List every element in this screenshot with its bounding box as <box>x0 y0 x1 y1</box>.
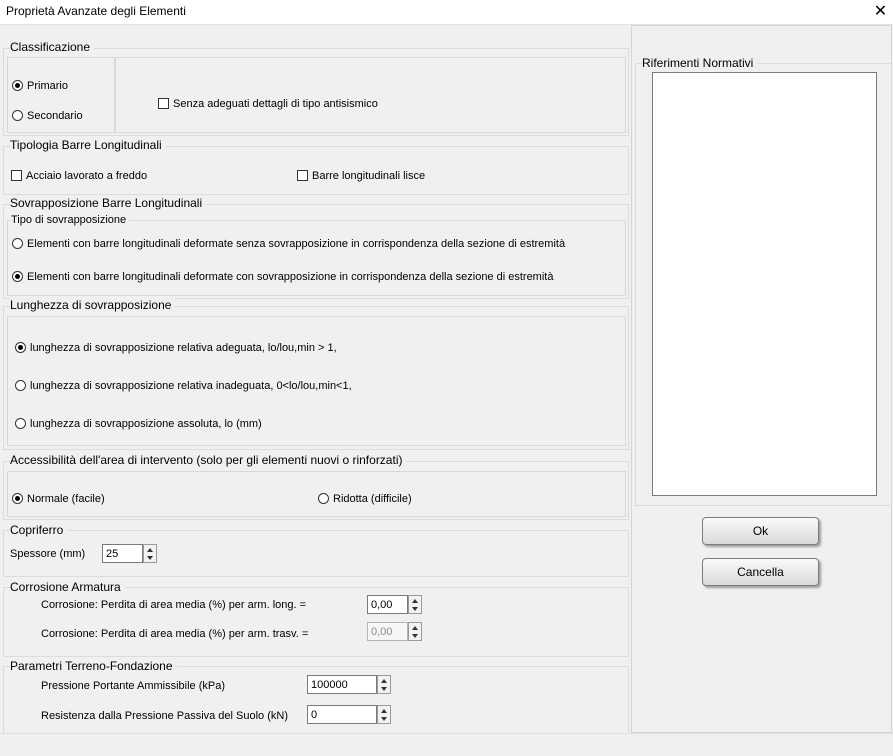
normale-label[interactable]: Normale (facile) <box>27 493 105 505</box>
corrosione-trasv-stepper[interactable] <box>367 622 422 641</box>
acciaio-label[interactable]: Acciaio lavorato a freddo <box>26 170 148 182</box>
spin-up-icon[interactable] <box>381 709 387 713</box>
spin-down-icon[interactable] <box>412 607 418 611</box>
ridotta-label[interactable]: Ridotta (difficile) <box>333 493 412 505</box>
antisismico-label[interactable]: Senza adeguati dettagli di tipo antisismico <box>173 98 378 110</box>
spin-up-icon[interactable] <box>412 599 418 603</box>
corrosione-trasv-spin-button[interactable] <box>408 622 422 641</box>
spin-down-icon[interactable] <box>381 687 387 691</box>
spessore-label: Spessore (mm) <box>10 548 86 560</box>
corrosione-long-input[interactable] <box>367 595 408 614</box>
pressione-label: Pressione Portante Ammissibile (kPa) <box>41 680 226 692</box>
tipologia-legend: Tipologia Barre Longitudinali <box>10 138 166 152</box>
primario-label[interactable]: Primario <box>27 80 68 92</box>
lunghezza-inadeguata-radio[interactable] <box>15 380 26 391</box>
riferimenti-legend: Riferimenti Normativi <box>642 56 757 70</box>
cancel-button[interactable]: Cancella <box>702 558 819 586</box>
sovrapposizione-con-label[interactable]: Elementi con barre longitudinali deformate con sovrapposizione in corrispondenza della sezione di estremità <box>27 271 554 283</box>
acciaio-checkbox[interactable] <box>11 170 22 181</box>
primario-radio[interactable] <box>12 80 23 91</box>
lisce-checkbox[interactable] <box>297 170 308 181</box>
spessore-spin-button[interactable] <box>143 544 157 563</box>
status-bar <box>0 733 893 756</box>
spin-down-icon[interactable] <box>381 717 387 721</box>
pressione-spin-button[interactable] <box>377 675 391 694</box>
pressione-stepper[interactable] <box>307 675 391 694</box>
spin-up-icon[interactable] <box>147 548 153 552</box>
corrosione-trasv-label: Corrosione: Perdita di area media (%) per arm. trasv. = <box>41 628 309 640</box>
corrosione-long-stepper[interactable] <box>367 595 422 614</box>
corrosione-legend: Corrosione Armatura <box>10 580 125 594</box>
spin-up-icon[interactable] <box>381 679 387 683</box>
riferimenti-list[interactable] <box>652 72 877 496</box>
spin-up-icon[interactable] <box>412 626 418 630</box>
sovrapposizione-senza-radio[interactable] <box>12 238 23 249</box>
sovrapposizione-con-radio[interactable] <box>12 271 23 282</box>
corrosione-long-label: Corrosione: Perdita di area media (%) per arm. long. = <box>41 599 307 611</box>
spin-down-icon[interactable] <box>412 634 418 638</box>
secondario-radio[interactable] <box>12 110 23 121</box>
lunghezza-assoluta-radio[interactable] <box>15 418 26 429</box>
corrosione-group <box>3 587 629 657</box>
corrosione-trasv-input[interactable] <box>367 622 408 641</box>
classificazione-legend: Classificazione <box>10 40 94 54</box>
resistenza-spin-button[interactable] <box>377 705 391 724</box>
window-title: Proprietà Avanzate degli Elementi <box>6 4 186 18</box>
resistenza-stepper[interactable] <box>307 705 391 724</box>
pressione-input[interactable] <box>307 675 377 694</box>
sovrapposizione-legend: Sovrapposizione Barre Longitudinali <box>10 196 206 210</box>
lisce-label[interactable]: Barre longitudinali lisce <box>312 170 426 182</box>
terreno-legend: Parametri Terreno-Fondazione <box>10 659 177 673</box>
classificazione-options-box <box>115 57 626 133</box>
tipo-sovrapposizione-legend: Tipo di sovrapposizione <box>11 214 129 226</box>
ok-button[interactable]: Ok <box>702 517 819 545</box>
tipo-sovrapposizione-box <box>7 220 626 296</box>
lunghezza-adeguata-label[interactable]: lunghezza di sovrapposizione relativa adeguata, lo/lou,min > 1, <box>30 342 337 354</box>
lunghezza-assoluta-label[interactable]: lunghezza di sovrapposizione assoluta, lo (mm) <box>30 418 262 430</box>
sovrapposizione-senza-label[interactable]: Elementi con barre longitudinali deformate senza sovrapposizione in corrispondenza della sezione di estremità <box>27 238 566 250</box>
secondario-label[interactable]: Secondario <box>27 110 83 122</box>
ridotta-radio[interactable] <box>318 493 329 504</box>
antisismico-checkbox[interactable] <box>158 98 169 109</box>
lunghezza-inadeguata-label[interactable]: lunghezza di sovrapposizione relativa inadeguata, 0<lo/lou,min<1, <box>30 380 352 392</box>
corrosione-long-spin-button[interactable] <box>408 595 422 614</box>
copriferro-group <box>3 530 629 577</box>
spessore-input[interactable] <box>102 544 143 563</box>
resistenza-label: Resistenza dalla Pressione Passiva del Suolo (kN) <box>41 710 289 722</box>
resistenza-input[interactable] <box>307 705 377 724</box>
lunghezza-legend: Lunghezza di sovrapposizione <box>10 298 175 312</box>
lunghezza-adeguata-radio[interactable] <box>15 342 26 353</box>
accessibilita-legend: Accessibilità dell'area di intervento (solo per gli elementi nuovi o rinforzati) <box>10 453 406 467</box>
normale-radio[interactable] <box>12 493 23 504</box>
spessore-stepper[interactable] <box>102 544 157 563</box>
spin-down-icon[interactable] <box>147 556 153 560</box>
copriferro-legend: Copriferro <box>10 523 67 537</box>
close-icon[interactable]: ✕ <box>873 3 888 20</box>
